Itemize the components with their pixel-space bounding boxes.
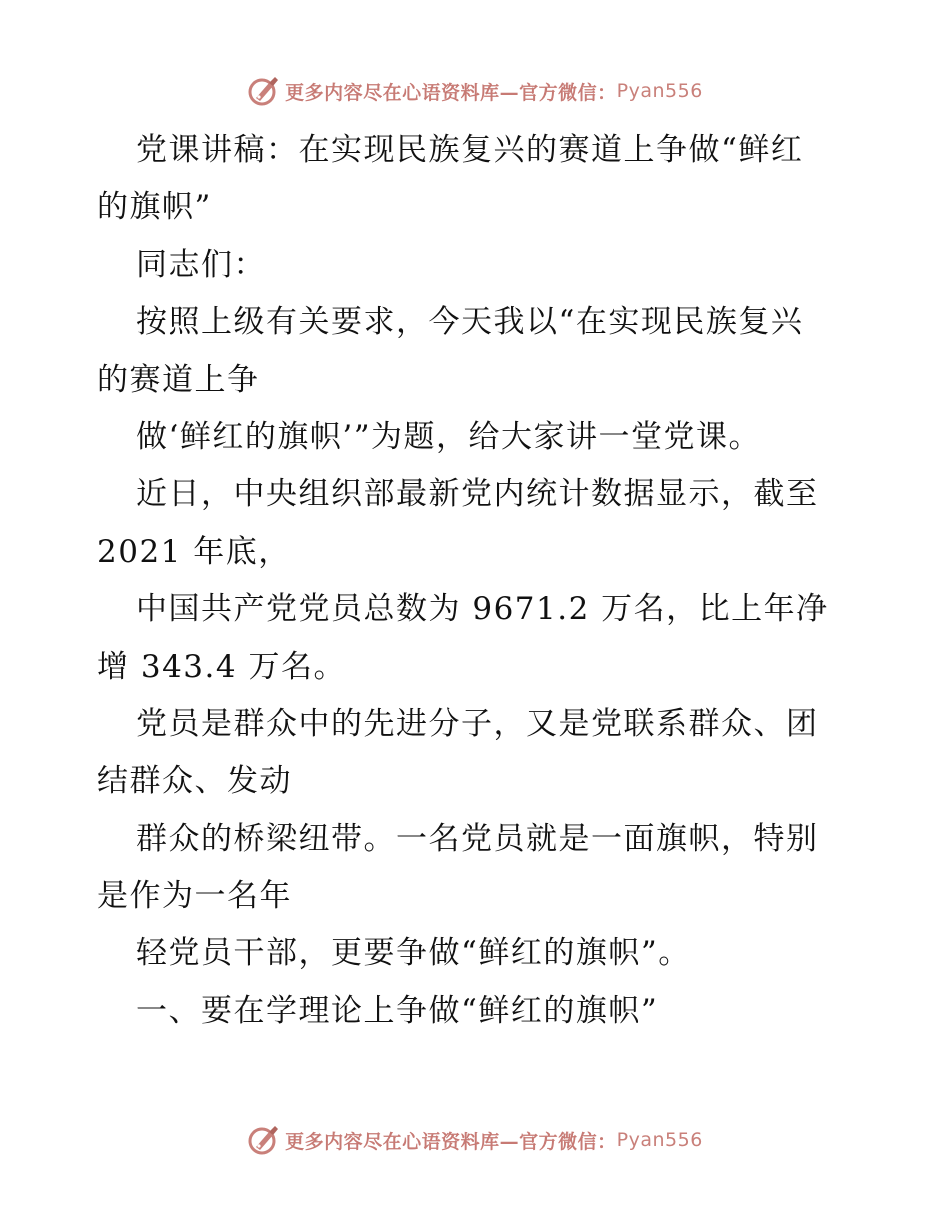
footer-watermark [0, 1120, 950, 1160]
text-line: 群众的桥梁纽带。一名党员就是一面旗帜，特别 [136, 820, 819, 857]
text-line: 的旗帜” [97, 189, 212, 226]
text-line: 党课讲稿：在实现民族复兴的赛道上争做“鲜红 [136, 132, 804, 168]
text-line: 的赛道上争 [97, 361, 260, 398]
pen-logo-icon [247, 1123, 281, 1157]
text-line: 一、要在学理论上争做“鲜红的旗帜” [136, 992, 659, 1029]
text-line: 做‘鲜红的旗帜’”为题，给大家讲一堂党课。 [136, 418, 762, 455]
watermark-id: Pyan556 [616, 1129, 703, 1151]
text-line: 近日，中央组织部最新党内统计数据显示，截至 [136, 476, 819, 513]
watermark-id: Pyan556 [616, 80, 703, 102]
text-line: 党员是群众中的先进分子，又是党联系群众、团 [136, 705, 819, 742]
pen-logo-icon [247, 74, 281, 108]
text-line: 按照上级有关要求，今天我以“在实现民族复兴 [136, 304, 804, 341]
text-line: 2021 年底， [97, 533, 291, 570]
document-body [97, 122, 857, 1040]
text-line: 同志们： [136, 246, 266, 283]
watermark-text: 更多内容尽在心语资料库—官方微信： [285, 1130, 617, 1153]
text-line: 中国共产党党员总数为 9671.2 万名，比上年净 [136, 591, 829, 628]
watermark-text: 更多内容尽在心语资料库—官方微信： [285, 81, 617, 104]
text-line: 增 343.4 万名。 [97, 648, 346, 685]
text-line: 轻党员干部，更要争做“鲜红的旗帜”。 [136, 935, 691, 972]
text-line: 结群众、发动 [97, 763, 292, 800]
text-line: 是作为一名年 [97, 878, 292, 915]
header-watermark [0, 71, 950, 111]
